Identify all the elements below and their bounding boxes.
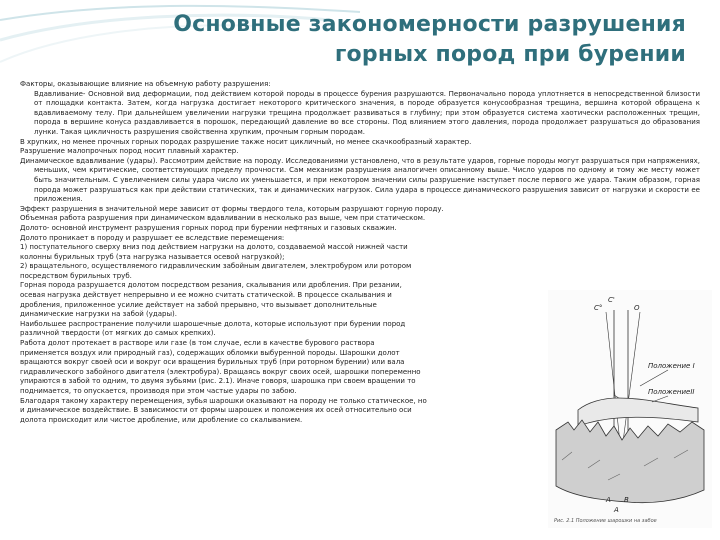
text-block-bottom [20,234,540,426]
paragraph: Долото- основной инструмент разрушения горных пород при бурении нефтяных и газовых скважин. [20,223,397,232]
line: динамические нагрузки на забой (удары). [20,310,177,319]
title-line-1: Основные закономерности разрушения [173,12,686,37]
line: Работа долот протекает в растворе или газе (в том случае, если в качестве бурового раствора [20,339,375,348]
line: различной твердости (от мягких до самых крепких). [20,329,216,338]
line: посредством бурильных труб. [20,271,132,280]
line: Горная порода разрушается долотом посредством резания, скалывания или дробления. При резании, [20,281,402,290]
line: 2) вращательного, осуществляемого гидравлическим забойным двигателем, электробуром или ротором [20,262,412,271]
line: поднимается, то опускается, производя при этом частые удары по забою. [20,387,297,395]
paragraph: Вдавливание- Основной вид деформации, под действием которой породы в процессе бурения разрушаются. Первоначально порода уплотняется в непосредственной близости от площадки контакта. Затем, когда нагрузка достигает некоторого критического значения, в породе образуется конусообразная трещина, вершина которой обращена к вдавливаемому телу. При дальнейшем увеличении нагрузки трещина продолжает развиваться в глубину; при этом образуется система хаотически расположенных трещин, порода в вершине конуса раздавливается в порошок, передающий давление во все стороны. Под влиянием этого давления, порода продолжает разрушаться до образования лунки. Такая цикличность разрушения свойственна хрупким, прочным горным породам. [34,89,700,136]
label-position-1: Положение I [648,362,695,370]
leader-line [652,396,668,402]
paragraph: Факторы, оказывающие влияние на объемную работу разрушения: [20,80,271,88]
line: гидравлического забойного двигателя (электробура). Вращаясь вокруг своих осей, шарошки попеременно [20,367,421,376]
figure-caption: Рис. 2.1 Положение шарошки на забое [554,518,657,524]
label-a: А [606,496,611,504]
paragraph: Объемная работа разрушения при динамическом вдавливании в несколько раз выше, чем при статическом. [20,214,426,223]
rock-bottomhole [556,420,704,503]
label-b: В [624,496,629,504]
bit-cone-figure [548,290,712,528]
line: колонны бурильных труб (эта нагрузка называется осевой нагрузкой); [20,252,285,261]
label-o: О [634,304,640,312]
line: Долото проникает в породу и разрушает ее вследствие перемещения: [20,233,285,242]
label-position-2: ПоложениеII [648,388,695,396]
line: упираются в забой то одним, то двумя зубьями (рис. 2.1). Иначе говоря, шарошка при своем вращении то [20,377,416,386]
label-a2: А [614,506,619,514]
paragraph: Разрушение малопрочных пород носит плавный характер. [20,147,239,156]
line: Наибольшее распространение получили шарошечные долота, которые используют при бурении пород [20,319,406,328]
line: осевая нагрузка действует непрерывно и ее можно считать статической. В процессе скалывания и [20,291,392,300]
line: вращаются вокруг своей оси и вокруг оси вращения бурильных труб (при роторном бурении) или вала [20,358,405,367]
line: и динамическое воздействие. В зависимости от формы шарошек и положения их осей относительно оси [20,406,412,415]
bit-cone-diagram [548,290,712,528]
line: долота происходит или чистое дробление, или дробление со скалыванием. [20,415,303,424]
label-c2: С' [608,296,615,304]
line: дробления, приложенное усилие действует на забой прерывно, что вызывает дополнительные [20,300,377,309]
title-line-2: горных пород при бурении [334,42,686,67]
paragraph: В хрупких, но менее прочных горных породах разрушение также носит цикличный, но менее скачкообразный характер. [20,137,472,146]
line: 1) поступательного сверху вниз под действием нагрузки на долото, создаваемой массой нижней части [20,243,408,252]
page-title [66,10,686,70]
line: применяется воздух или природный газ), содержащих обломки выбуренной породы. Шарошки долот [20,348,400,357]
line: Благодаря такому характеру перемещения, зубья шарошки оказывают на породу не только статическое, но [20,396,427,405]
leader-line [640,370,668,386]
text-block-top [20,80,700,234]
cone-body [578,398,698,426]
paragraph: Динамическое вдавливание (удары). Рассмотрим действие на породу. Исследованиями установлено, что в результате ударов, горные породы могут разрушаться при напряжениях, меньших, чем критические, соответствующих пределу прочности. Сам механизм разрушения аналогичен описанному выше. Число ударов по одному и тому же месту может быть значительным. С увеличением силы удара число их уменьшается, и при некотором значении силы разрушение наступает после первого же удара. Таким образом, горная порода может разрушаться как при действии статических, так и динамических нагрузок. Сила удара в процессе динамического разрушения зависит от нагрузки и скорости ее приложения. [20,156,700,204]
label-c: С° [594,304,603,312]
paragraph: Эффект разрушения в значительной мере зависит от формы твердого тела, которым разрушают горную породу. [20,204,444,213]
